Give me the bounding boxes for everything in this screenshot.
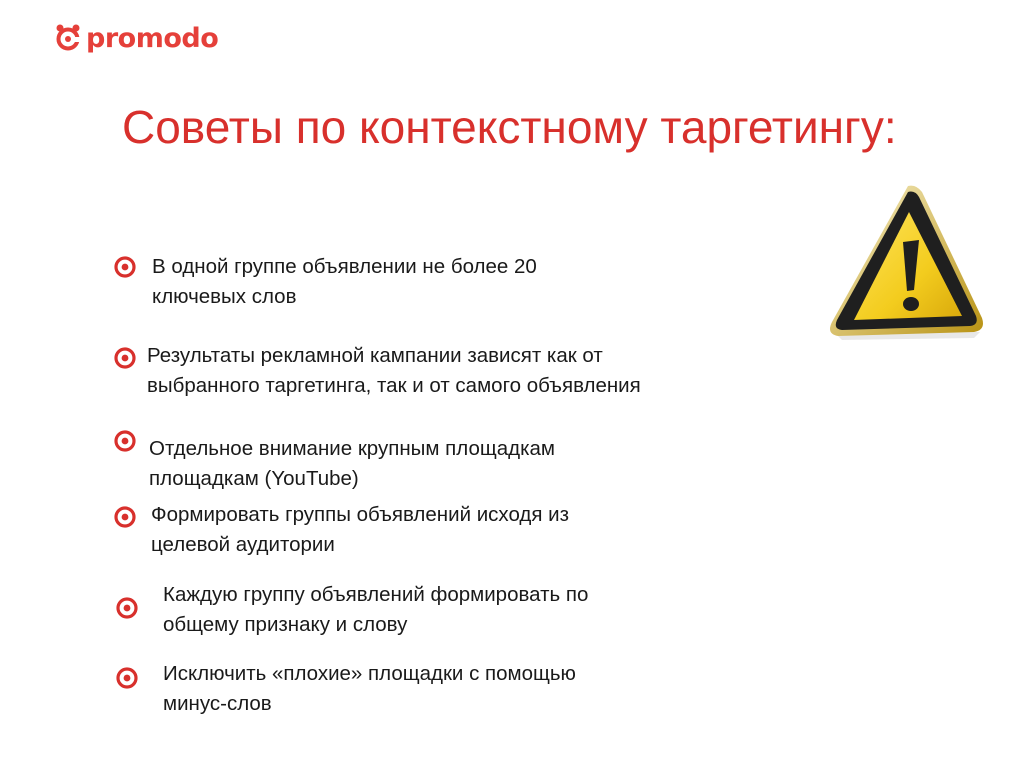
bullet-line-2: минус-слов [163,692,272,715]
bullet-text [163,659,576,719]
logo-wordmark: promodo [86,22,219,54]
target-bullet-icon [116,597,138,619]
bullet-line-1: Результаты рекламной кампании зависят как от [147,344,603,367]
bullet-line-1: Отдельное внимание крупным площадкам [149,437,555,460]
bullet-line-2: целевой аудитории [151,533,335,556]
bullet-text [163,580,588,640]
warning-triangle-icon [824,182,986,342]
bullet-text [149,434,555,494]
target-bullet-icon [114,506,136,528]
bullet-line-1: Формировать группы объявлений исходя из [151,503,569,526]
bullet-text [152,252,537,312]
bullet-line-2: общему признаку и слову [163,613,408,636]
target-bullet-icon [114,347,136,369]
target-bullet-icon [116,667,138,689]
bullet-line-1: В одной группе объявлении не более 20 [152,255,537,278]
bullet-text [147,341,641,401]
warning-glyph: ! [824,182,825,183]
promodo-logo-icon [54,23,84,53]
bullet-text [151,500,569,560]
bullet-line-2: ключевых слов [152,285,297,308]
bullet-line-1: Исключить «плохие» площадки с помощью [163,662,576,685]
bullet-line-2: площадкам (YouTube) [149,467,359,490]
target-bullet-icon [114,430,136,452]
bullet-line-2: выбранного таргетинга, так и от самого объявления [147,374,641,397]
promodo-logo [54,18,218,58]
slide-title: Советы по контекстному таргетингу: [122,101,897,153]
target-bullet-icon [114,256,136,278]
bullet-line-1: Каждую группу объявлений формировать по [163,583,589,606]
